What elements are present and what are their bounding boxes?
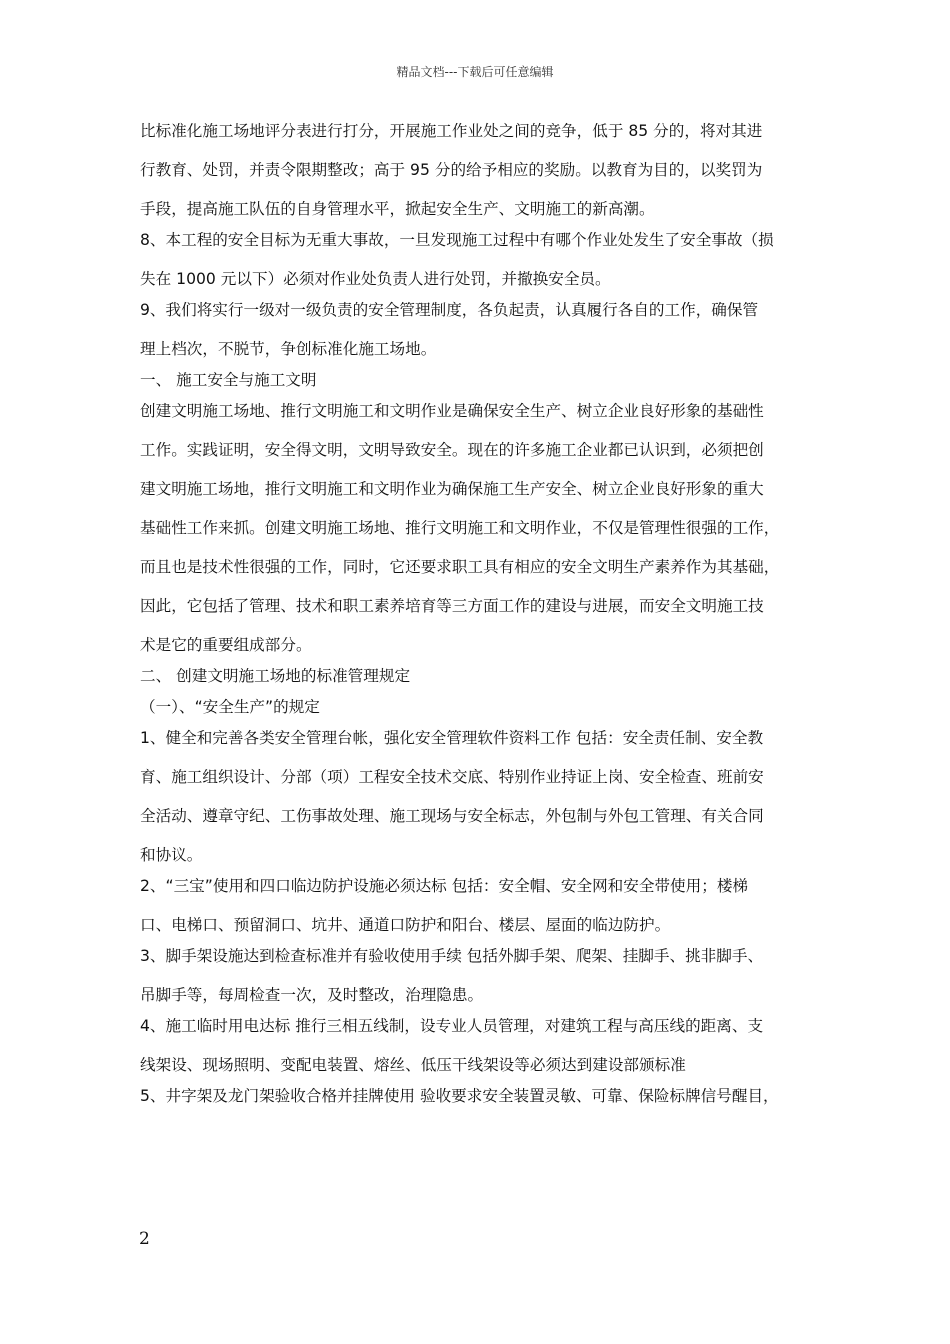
page-number: 2	[139, 1229, 150, 1249]
list-item-line: 失在 1000 元以下）必须对作业处负责人进行处罚，并撤换安全员。	[140, 270, 611, 288]
list-item-line: 9、我们将实行一级对一级负责的安全管理制度，各负起责，认真履行各自的工作，确保管	[140, 301, 759, 319]
subsection-heading: （一）、“安全生产”的规定	[140, 698, 320, 716]
list-item-line: 线架设、现场照明、变配电装置、熔丝、低压干线架设等必须达到建设部颁标准	[140, 1056, 686, 1074]
paragraph-line: 手段，提高施工队伍的自身管理水平，掀起安全生产、文明施工的新高潮。	[140, 200, 655, 218]
list-item-line: 全活动、遵章守纪、工伤事故处理、施工现场与安全标志，外包制与外包工管理、有关合同	[140, 807, 764, 825]
list-item-line: 5、井字架及龙门架验收合格并挂牌使用 验收要求安全装置灵敏、可靠、保险标牌信号醒目，	[140, 1087, 779, 1105]
section-heading: 二、 创建文明施工场地的标准管理规定	[140, 667, 411, 685]
paragraph-line: 而且也是技术性很强的工作，同时，它还要求职工具有相应的安全文明生产素养作为其基础，	[140, 558, 780, 576]
paragraph-line: 因此，它包括了管理、技术和职工素养培育等三方面工作的建设与进展，而安全文明施工技	[140, 597, 764, 615]
paragraph-line: 术是它的重要组成部分。	[140, 636, 312, 654]
paragraph-line: 比标准化施工场地评分表进行打分，开展施工作业处之间的竞争，低于 85 分的，将对其进	[140, 122, 763, 140]
paragraph-line: 基础性工作来抓。创建文明施工场地、推行文明施工和文明作业，不仅是管理性很强的工作，	[140, 519, 780, 537]
list-item-line: 2、“三宝”使用和四口临边防护设施必须达标 包括：安全帽、安全网和安全带使用；楼梯	[140, 877, 749, 895]
list-item-line: 3、脚手架设施达到检查标准并有验收使用手续 包括外脚手架、爬架、挂脚手、挑非脚手、	[140, 947, 764, 965]
list-item-line: 育、施工组织设计、分部（项）工程安全技术交底、特别作业持证上岗、安全检查、班前安	[140, 768, 764, 786]
list-item-line: 4、施工临时用电达标 推行三相五线制，设专业人员管理，对建筑工程与高压线的距离、支	[140, 1017, 764, 1035]
list-item-line: 理上档次，不脱节，争创标准化施工场地。	[140, 340, 437, 358]
section-heading: 一、 施工安全与施工文明	[140, 371, 317, 389]
list-item-line: 吊脚手等，每周检查一次，及时整改，治理隐患。	[140, 986, 484, 1004]
list-item-line: 口、电梯口、预留洞口、坑井、通道口防护和阳台、楼层、屋面的临边防护。	[140, 916, 671, 934]
paragraph-line: 工作。实践证明，安全得文明，文明导致安全。现在的许多施工企业都已认识到，必须把创	[140, 441, 764, 459]
paragraph-line: 行教育、处罚，并责令限期整改；高于 95 分的给予相应的奖励。以教育为目的，以奖罚为	[140, 161, 763, 179]
paragraph-line: 建文明施工场地，推行文明施工和文明作业为确保施工生产安全、树立企业良好形象的重大	[140, 480, 764, 498]
list-item-line: 8、本工程的安全目标为无重大事故，一旦发现施工过程中有哪个作业处发生了安全事故（损	[140, 231, 774, 249]
list-item-line: 和协议。	[140, 846, 203, 864]
paragraph-line: 创建文明施工场地、推行文明施工和文明作业是确保安全生产、树立企业良好形象的基础性	[140, 402, 764, 420]
page-header: 精品文档---下载后可任意编辑	[396, 65, 554, 79]
list-item-line: 1、健全和完善各类安全管理台帐，强化安全管理软件资料工作 包括：安全责任制、安全教	[140, 729, 764, 747]
document-body	[140, 121, 830, 1106]
